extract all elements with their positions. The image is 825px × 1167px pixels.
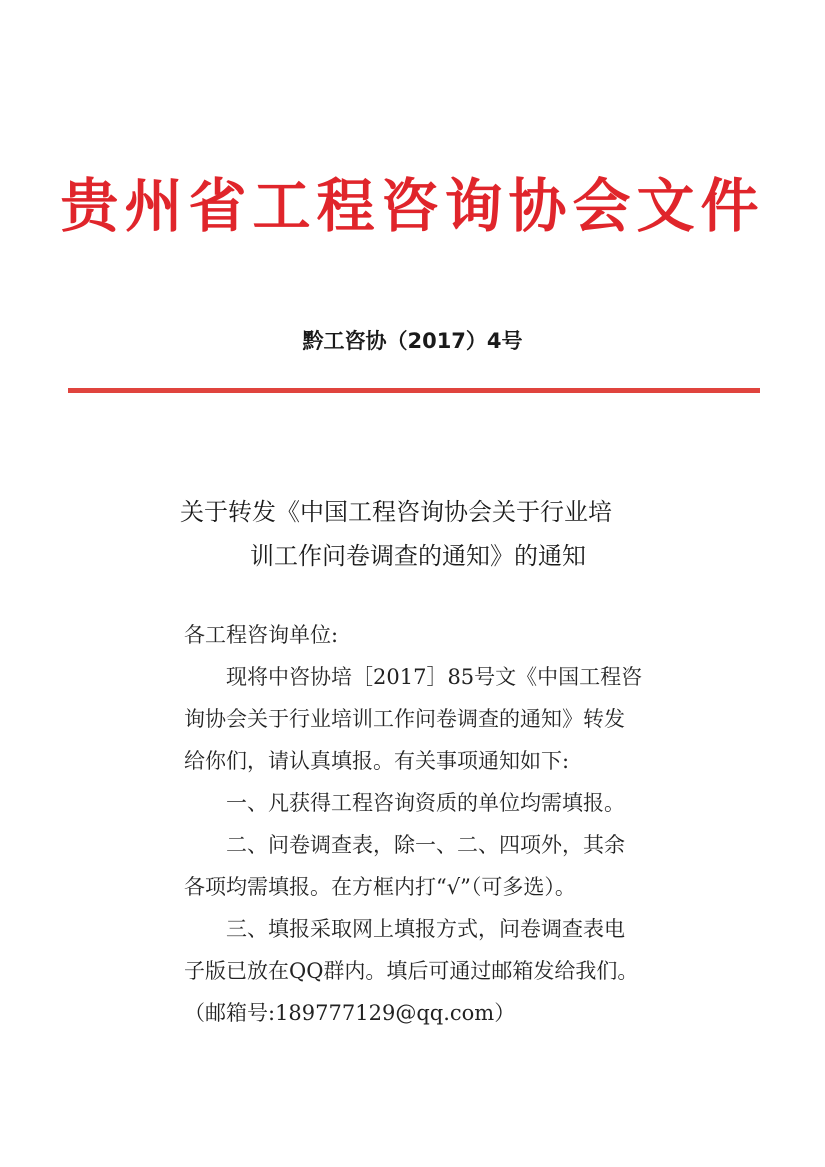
item-3-line-2: 子版已放在QQ群内。填后可通过邮箱发给我们。 (184, 959, 639, 983)
intro-line-3: 给你们，请认真填报。有关事项通知如下: (184, 749, 570, 773)
notice-title (180, 490, 700, 578)
item-2-line-1: 二、问卷调查表，除一、二、四项外，其余 (226, 833, 625, 857)
item-3-line-1: 三、填报采取网上填报方式，问卷调查表电 (226, 917, 625, 941)
item-1: 一、凡获得工程咨询资质的单位均需填报。 (226, 791, 625, 815)
red-divider-line (68, 388, 760, 393)
email-line: （邮箱号:189777129@qq.com） (184, 1001, 516, 1025)
notice-body (184, 614, 664, 1034)
notice-title-line-1: 关于转发《中国工程咨询协会关于行业培 (180, 498, 612, 526)
intro-line-1: 现将中咨协培［2017］85号文《中国工程咨 (226, 665, 643, 689)
intro-line-2: 询协会关于行业培训工作问卷调查的通知》转发 (184, 707, 625, 731)
organization-title: 贵州省工程咨询协会文件 (60, 172, 765, 240)
notice-title-line-2: 训工作问卷调查的通知》的通知 (250, 542, 586, 570)
document-number: 黔工咨协（2017）4号 (302, 329, 523, 353)
item-2-line-2: 各项均需填报。在方框内打“√”（可多选）。 (184, 875, 576, 899)
salutation: 各工程咨询单位: (184, 623, 339, 647)
